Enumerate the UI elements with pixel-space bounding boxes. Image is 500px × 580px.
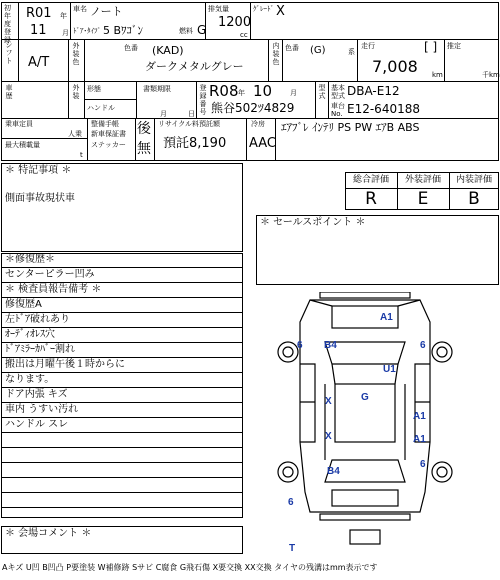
chassis-number: E12-640188: [347, 102, 420, 116]
inspection-month: 10: [253, 82, 273, 100]
mark-pillar-b4: B4: [324, 340, 337, 351]
overall-score: R: [365, 189, 377, 209]
year-label: 初年度登録: [4, 4, 11, 44]
grade: X: [276, 4, 285, 19]
mark-roof-g: G: [361, 392, 369, 403]
inspector-line: ﾄﾞｱﾐﾗｰｶﾊﾞｰ割れ: [1, 343, 242, 358]
repair-history-text: センターピラー凹み: [1, 268, 242, 283]
door-type: 5 Bﾜｺﾞﾝ: [103, 24, 144, 37]
mark-rear-tire-right: 6: [420, 459, 426, 470]
first-reg-year: R01: [26, 6, 52, 21]
aircon: AAC: [249, 136, 276, 151]
mark-front-a1: A1: [380, 312, 393, 323]
equipment-list: ｴｱﾌﾞﾚ ｲﾝﾃﾘ PS PW ｴｱB ABS: [281, 121, 420, 134]
color-code: (KAD): [152, 44, 184, 57]
legend: Aキズ U凹 B凹凸 P要塗装 W補修跡 Sサビ C腐食 G飛石傷 X要交換 XX交換 タイヤの残溝はmm表示です: [2, 563, 378, 572]
sales-point-title: ＊ セールスポイント ＊: [260, 217, 366, 228]
mark-front-tire-right: 6: [420, 340, 426, 351]
inspector-line: 修復歴A: [1, 298, 242, 313]
venue-comment-title: ＊ 会場コメント ＊: [5, 528, 92, 539]
maintenance-record: 後: [137, 121, 151, 137]
mark-spare-t: T: [289, 543, 296, 554]
inspector-line: 搬出は月曜午後１時からに: [1, 358, 242, 373]
inspector-line: ドア内張 キズ: [1, 388, 242, 403]
repair-history-title: ＊修復歴＊: [1, 253, 242, 268]
mileage-box: [ ]: [424, 40, 438, 54]
mark-door-u1: U1: [383, 364, 396, 375]
inspector-line: ハンドル スレ: [1, 418, 242, 433]
first-reg-month: 11: [30, 23, 47, 38]
mark-right-a1-lower: A1: [413, 434, 426, 445]
mark-rear-b4: B4: [327, 466, 340, 477]
inspector-line: 車内 うすい汚れ: [1, 403, 242, 418]
inspection-year: R08: [209, 82, 239, 100]
mark-rear-tire-left: 6: [288, 497, 294, 508]
special-notes-title: ＊ 特記事項 ＊: [5, 165, 72, 176]
exterior-score: E: [417, 189, 429, 209]
color-name: ダークメタルグレー: [145, 60, 244, 73]
car-damage-diagram: [270, 292, 470, 554]
inspector-line: 左ﾄﾞｱ破れあり: [1, 313, 242, 328]
plate-number: 熊谷502ﾂ4829: [211, 101, 295, 115]
recycle-fee: 預託8,190: [163, 136, 227, 151]
interior-score-label: 内装評価: [455, 175, 492, 185]
mark-right-a1-upper: A1: [413, 411, 426, 422]
displacement: 1200: [218, 15, 252, 30]
car-name: ノート: [90, 5, 123, 18]
exterior-score-label: 外装評価: [404, 175, 441, 185]
mark-front-tire-left: 6: [297, 340, 303, 351]
model-code: DBA-E12: [347, 84, 400, 98]
special-notes-text: 側面事故現状車: [5, 193, 75, 204]
inspector-line: ｵｰﾃﾞｨｵﾚｽ穴: [1, 328, 242, 343]
inspector-report-title: ＊ 検査員報告備考 ＊: [1, 283, 242, 298]
sticker: 無: [137, 141, 151, 157]
overall-score-label: 総合評価: [352, 175, 389, 185]
interior-color-code: (G): [310, 45, 326, 56]
fuel-type: G: [197, 23, 207, 37]
mark-door-x-upper: X: [325, 396, 332, 407]
mark-door-x-lower: X: [325, 431, 332, 442]
inspector-line: なります。: [1, 373, 242, 388]
interior-score: B: [468, 189, 480, 209]
transmission: A/T: [28, 55, 50, 70]
mileage: 7,008: [372, 57, 418, 76]
